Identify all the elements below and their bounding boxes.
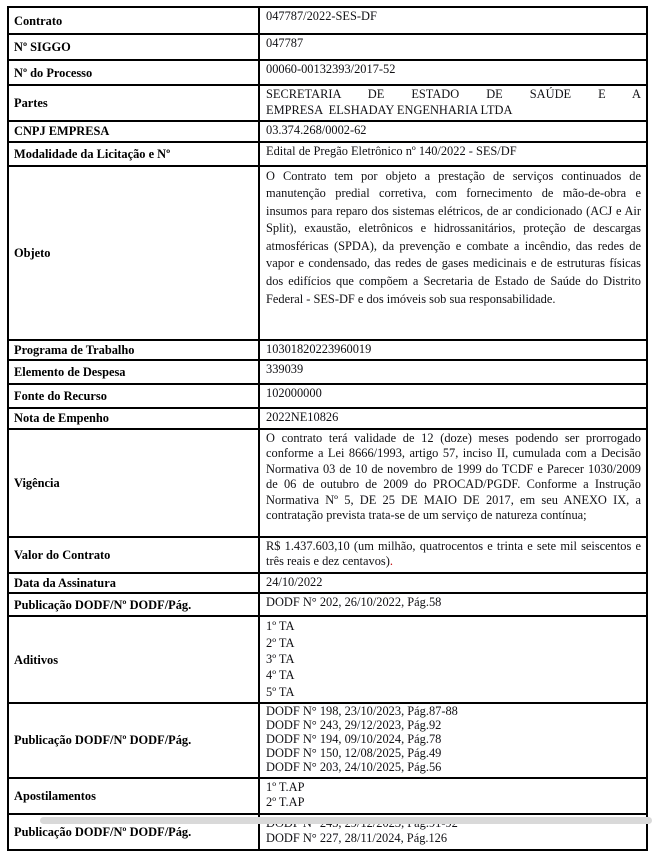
- value-line: 3º TA: [266, 652, 295, 666]
- row-label: [9, 430, 260, 536]
- row-label: [9, 779, 260, 813]
- value-line: DODF N° 243, 29/12/2023, Pág.92: [266, 718, 442, 733]
- value-line: DODF N° 227, 28/11/2024, Pág.126: [266, 831, 448, 846]
- row-value: [260, 617, 646, 702]
- value-line: 047787: [266, 36, 304, 50]
- value-paragraph: [266, 168, 641, 309]
- row-label-text: Contrato: [14, 13, 63, 28]
- row-label: [9, 385, 260, 407]
- table-row: [9, 702, 646, 777]
- row-label-text: Nº do Processo: [14, 65, 93, 80]
- value-line: 2022NE10826: [266, 410, 339, 424]
- value-line: SECRETARIA DE ESTADO DE SAÚDE E A: [266, 87, 641, 101]
- value-line: 5º TA: [266, 684, 295, 699]
- value-line: 1º T.AP: [266, 779, 305, 794]
- row-label: [9, 86, 260, 120]
- table-row: [9, 339, 646, 360]
- row-label-text: Fonte do Recurso: [14, 389, 107, 403]
- table-row: [9, 141, 646, 165]
- value-line: 2º T.AP: [266, 795, 305, 810]
- row-label: [9, 143, 260, 165]
- row-label: [9, 35, 260, 59]
- row-label: [9, 361, 260, 383]
- value-suffix: .: [389, 554, 393, 569]
- value-line: DODF N° 150, 12/08/2025, Pág.49: [266, 745, 442, 760]
- row-value: [260, 86, 646, 120]
- row-label-text: Valor do Contrato: [14, 547, 111, 562]
- table-row: [9, 592, 646, 615]
- row-value: [260, 430, 646, 536]
- table-row: [9, 428, 646, 536]
- value-line: 339039: [266, 362, 304, 376]
- row-value: [260, 779, 646, 813]
- table-row: [9, 59, 646, 84]
- value-line: 24/10/2022: [266, 574, 323, 589]
- row-label-text: Modalidade da Licitação e Nº: [14, 146, 171, 161]
- row-value: [260, 167, 646, 339]
- table-row: [9, 120, 646, 141]
- row-label-text: Publicação DODF/Nº DODF/Pág.: [14, 597, 192, 612]
- value-line: 102000000: [266, 386, 322, 400]
- row-value: [260, 341, 646, 360]
- value-line: 00060-00132393/2017-52: [266, 62, 396, 76]
- row-label-text: Vigência: [14, 475, 60, 490]
- row-value: [260, 122, 646, 141]
- value-line: 1º TA: [266, 619, 295, 634]
- value-line: DODF N° 202, 26/10/2022, Pág.58: [266, 595, 442, 610]
- value-line: EMPRESA ELSHADAY ENGENHARIA LTDA: [266, 102, 513, 117]
- row-label-text: Objeto: [14, 245, 51, 260]
- row-label-text: Apostilamentos: [14, 788, 96, 803]
- row-value: [260, 143, 646, 165]
- row-label-text: Aditivos: [14, 652, 59, 667]
- value-line: 10301820223960019: [266, 341, 372, 356]
- row-label: [9, 574, 260, 593]
- row-value: [260, 594, 646, 615]
- value-paragraph: [266, 539, 641, 570]
- value-line: 2º TA: [266, 635, 295, 650]
- row-label: [9, 341, 260, 360]
- row-value: [260, 361, 646, 383]
- table-row: [9, 536, 646, 572]
- value-line: 4º TA: [266, 668, 295, 683]
- row-label-text: Publicação DODF/Nº DODF/Pág.: [14, 733, 192, 748]
- table-row: [9, 8, 646, 33]
- row-value: [260, 35, 646, 59]
- row-label: [9, 704, 260, 777]
- value-paragraph: [266, 431, 641, 525]
- row-label: [9, 409, 260, 428]
- row-label-text: Programa de Trabalho: [14, 342, 135, 357]
- row-label-text: Publicação DODF/Nº DODF/Pág.: [14, 824, 192, 839]
- table-row: [9, 777, 646, 813]
- value-paragraph-text: O contrato terá validade de 12 (doze) meses podendo ser prorrogado conforme a Lei 8666/1993, artigo 57, inciso II, cumulada com a Decisão Normativa 03 de 10 de novembro de 1999 do TCDF e Parecer 1030/2009 de 06 de outubro de 2009 do PROCAD/PGDF. Conforme a Instrução Normativa Nº 5, DE 25 DE MAIO DE 2017, em seu ANEXO IX, a contratação prevista trata-se de um serviço de natureza contínua;: [266, 430, 641, 523]
- horizontal-scrollbar-thumb[interactable]: [40, 817, 652, 824]
- value-line: 03.374.268/0002-62: [266, 123, 367, 137]
- row-value: [260, 385, 646, 407]
- row-value: [260, 409, 646, 428]
- table-row: [9, 33, 646, 59]
- row-label: [9, 8, 260, 33]
- row-label-text: CNPJ EMPRESA: [14, 124, 110, 139]
- row-label: [9, 122, 260, 141]
- value-paragraph-text: R$ 1.437.603,10 (um milhão, quatrocentos e trinta e sete mil seiscentos e três reais e dez centavos): [266, 538, 641, 569]
- row-value: [260, 8, 646, 33]
- row-label-text: Nota de Empenho: [14, 411, 110, 426]
- row-label-text: Partes: [14, 96, 48, 110]
- value-line: DODF N° 203, 24/10/2025, Pág.56: [266, 759, 442, 774]
- contract-table: [7, 6, 648, 851]
- row-label-text: Elemento de Despesa: [14, 365, 126, 379]
- table-row: [9, 615, 646, 702]
- row-label-text: Nº SIGGO: [14, 40, 71, 54]
- row-label: [9, 594, 260, 615]
- value-line: DODF N° 198, 23/10/2023, Pág.87-88: [266, 704, 458, 719]
- row-value: [260, 574, 646, 593]
- table-row: [9, 359, 646, 383]
- row-label: [9, 538, 260, 572]
- row-label: [9, 61, 260, 84]
- value-line: Edital de Pregão Eletrônico nº 140/2022 - SES/DF: [266, 143, 517, 158]
- value-line: 047787/2022-SES-DF: [266, 9, 377, 23]
- row-value: [260, 61, 646, 84]
- table-row: [9, 407, 646, 428]
- table-row: [9, 84, 646, 120]
- row-label: [9, 617, 260, 702]
- row-label: [9, 167, 260, 339]
- row-value: [260, 538, 646, 572]
- row-label-text: Data da Assinatura: [14, 575, 116, 590]
- row-value: [260, 704, 646, 777]
- value-line: DODF N° 194, 09/10/2024, Pág.78: [266, 732, 442, 747]
- value-paragraph-text: O Contrato tem por objeto a prestação de serviços continuados de manutenção predial corretiva, com fornecimento de mão-de-obra e insumos para reparo dos sistemas elétricos, de ar condicionado (ACJ e Air Split), exaustão, eletrônicos e hidrossanitários, proteção de descargas atmosféricas (SPDA), da prevenção e combate a incêndio, das redes de vapor e condensado, das redes de gases medicinais e de estruturas físicas dos edifícios que compõem a Secretaria de Estado de Saúde do Distrito Federal - SES-DF e dos imóveis sob sua responsabilidade.: [266, 168, 641, 306]
- table-row: [9, 572, 646, 593]
- table-row: [9, 383, 646, 407]
- table-row: [9, 165, 646, 339]
